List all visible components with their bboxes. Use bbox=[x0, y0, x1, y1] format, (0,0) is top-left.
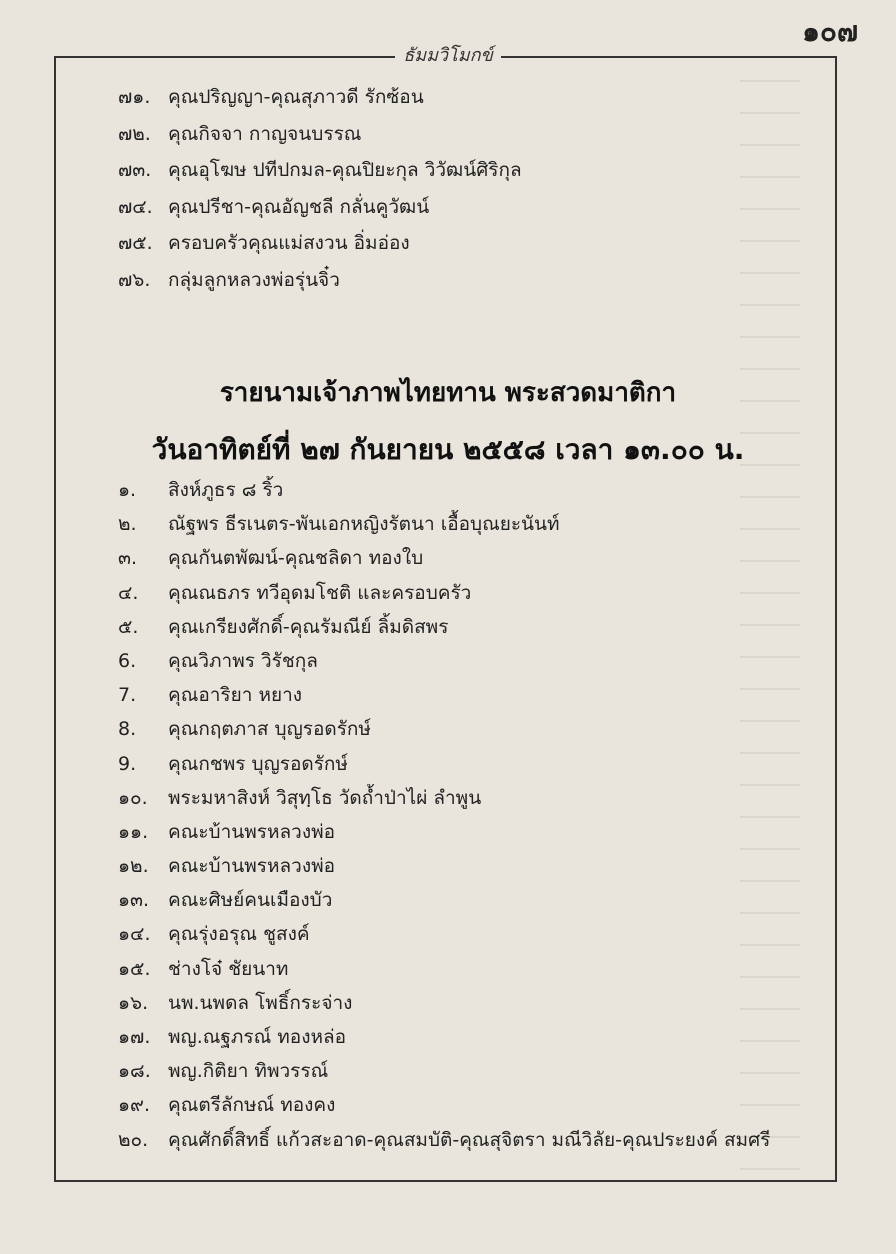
item-number: ๑๓. bbox=[118, 889, 150, 912]
donor-list bbox=[118, 473, 770, 1157]
page-number: ๑๐๗ bbox=[802, 15, 858, 48]
item-text: คุณกันตพัฒน์-คุณชลิดา ทองใบ bbox=[168, 547, 424, 570]
list-item bbox=[118, 189, 522, 226]
donor-list-continued bbox=[118, 79, 522, 299]
item-number: ๑๗. bbox=[118, 1026, 151, 1048]
item-number: ๗๑. bbox=[118, 86, 151, 108]
item-text: คุณปริญญา-คุณสุภาวดี รักซ้อน bbox=[168, 86, 424, 108]
list-item bbox=[118, 152, 522, 189]
list-item bbox=[118, 781, 770, 815]
list-item bbox=[118, 262, 522, 299]
item-number: ๓. bbox=[118, 547, 138, 570]
list-item bbox=[118, 644, 770, 678]
item-number: ๕. bbox=[118, 615, 139, 638]
item-text: นพ.นพดล โพธิ์กระจ่าง bbox=[168, 991, 353, 1014]
item-text: คุณปรีชา-คุณอัญชลี กลั่นคูวัฒน์ bbox=[168, 195, 430, 218]
list-item bbox=[118, 747, 770, 781]
item-number: ๗๕. bbox=[118, 232, 153, 255]
list-item bbox=[118, 883, 770, 917]
list-item bbox=[118, 79, 522, 116]
item-number: ๑๒. bbox=[118, 855, 149, 878]
item-number: ๑๖. bbox=[118, 991, 149, 1014]
item-number: ๑๐. bbox=[118, 786, 148, 809]
item-number: ๑๙. bbox=[118, 1094, 151, 1117]
item-text: ณัฐพร ธีรเนตร-พันเอกหญิงรัตนา เอื้อบุณยะนันท์ bbox=[168, 513, 560, 536]
item-text: คณะบ้านพรหลวงพ่อ bbox=[168, 820, 336, 843]
item-number: ๗๓. bbox=[118, 159, 152, 182]
list-item bbox=[118, 917, 770, 951]
item-text: คณะศิษย์คนเมืองบัว bbox=[168, 889, 333, 912]
item-text: คุณณธภร ทวีอุดมโชติ และครอบครัว bbox=[168, 581, 472, 604]
list-item bbox=[118, 576, 770, 610]
list-item bbox=[118, 541, 770, 575]
item-text: คุณตรีลักษณ์ ทองคง bbox=[168, 1094, 336, 1117]
list-item bbox=[118, 116, 522, 153]
list-item bbox=[118, 1088, 770, 1122]
item-text: ช่างโจ๋ ชัยนาท bbox=[168, 957, 289, 980]
item-number: ๑. bbox=[118, 479, 137, 501]
item-number: ๑๑. bbox=[118, 820, 149, 843]
item-number: 8. bbox=[118, 718, 137, 741]
item-number: ๔. bbox=[118, 581, 139, 604]
item-text: คุณกิจจา กาญจนบรรณ bbox=[168, 122, 362, 145]
item-text: ครอบครัวคุณแม่สงวน อิ่มอ่อง bbox=[168, 232, 410, 255]
item-text: สิงห์ภูธร ๘ ริ้ว bbox=[168, 479, 284, 501]
item-number: ๗๒. bbox=[118, 122, 151, 145]
item-text: พญ.กิติยา ทิพวรรณ์ bbox=[168, 1060, 329, 1083]
item-text: คุณอุโฆษ ปทีปกมล-คุณปิยะกุล วิวัฒน์ศิริกุล bbox=[168, 159, 522, 182]
item-text: คณะบ้านพรหลวงพ่อ bbox=[168, 855, 336, 878]
list-item bbox=[118, 849, 770, 883]
list-item bbox=[118, 986, 770, 1020]
item-text: คุณอาริยา หยาง bbox=[168, 684, 303, 707]
list-item bbox=[118, 610, 770, 644]
item-text: พญ.ณฐภรณ์ ทองหล่อ bbox=[168, 1026, 347, 1048]
item-number: 7. bbox=[118, 684, 137, 707]
item-text: คุณวิภาพร วิรัชกุล bbox=[168, 649, 318, 672]
item-number: ๒๐. bbox=[118, 1128, 149, 1151]
item-text: กลุ่มลูกหลวงพ่อรุ่นจิ๋ว bbox=[168, 268, 340, 291]
item-text: คุณกฤตภาส บุญรอดรักษ์ bbox=[168, 718, 371, 741]
item-text: พระมหาสิงห์ วิสุทฺโธ วัดถ้ำป่าไผ่ ลำพูน bbox=[168, 786, 482, 809]
running-header-text: ธัมมวิโมกข์ bbox=[395, 45, 501, 66]
list-item bbox=[118, 473, 770, 507]
list-item bbox=[118, 1054, 770, 1088]
list-item bbox=[118, 815, 770, 849]
item-number: ๑๕. bbox=[118, 957, 151, 980]
section-date-heading: วันอาทิตย์ที่ ๒๗ กันยายน ๒๕๕๘ เวลา ๑๓.๐๐ น. bbox=[151, 433, 745, 466]
list-item bbox=[118, 1020, 770, 1054]
list-item bbox=[118, 952, 770, 986]
list-item bbox=[118, 1123, 770, 1157]
item-text: คุณศักดิ์สิทธิ์ แก้วสะอาด-คุณสมบัติ-คุณสุจิตรา มณีวิลัย-คุณประยงค์ สมศรี bbox=[168, 1128, 771, 1151]
item-text: คุณกชพร บุญรอดรักษ์ bbox=[168, 752, 348, 775]
list-item bbox=[118, 507, 770, 541]
list-item bbox=[118, 225, 522, 262]
item-number: ๑๔. bbox=[118, 923, 151, 946]
item-number: 9. bbox=[118, 752, 137, 775]
section-title: รายนามเจ้าภาพไทยทาน พระสวดมาติกา bbox=[219, 378, 677, 408]
list-item bbox=[118, 712, 770, 746]
item-number: ๗๔. bbox=[118, 195, 153, 218]
item-number: ๑๘. bbox=[118, 1060, 151, 1083]
item-number: 6. bbox=[118, 649, 137, 672]
item-text: คุณรุ่งอรุณ ชูสงค์ bbox=[168, 923, 310, 946]
list-item bbox=[118, 678, 770, 712]
item-number: ๒. bbox=[118, 513, 137, 536]
item-number: ๗๖. bbox=[118, 268, 151, 291]
running-header bbox=[0, 40, 896, 69]
item-text: คุณเกรียงศักดิ์-คุณรัมณีย์ ลิ้มดิสพร bbox=[168, 615, 449, 638]
